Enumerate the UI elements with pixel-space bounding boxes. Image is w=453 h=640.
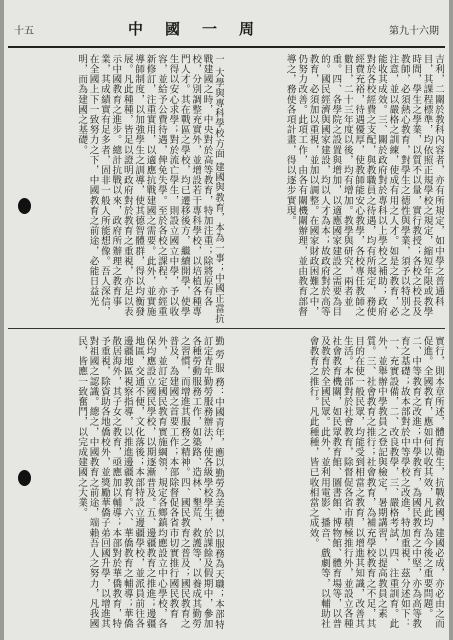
- binding-hole-top: [18, 198, 31, 214]
- text-block-top-right: 吉利，二關於教科內容者，亦有所規定，如中學之普通科目，其課程標準，均依照正規學校之規定，縮短年限或教學時間，學生之學業，以質不以量，實行教授；各校之校長及教師，必須熱心教育，對學生之德性與學業，須予以特別之注意，並以嚴格之訓練，使成有用之人才。如是之教育，必能收其成效。三、關於政府對於專科以上學校之補助；政府對於各校經費之支配，與教職員之待遇，均有所規定，務使經費充裕，待遇優厚，使教師能安心教學，各校專任教師之數目，二十三年度以後，均有增加。教學與研究，兩者並重。四、各學院之設置與增加，以適應國家建設之需要為目的。國民經濟與國家建設，均以人才為本；故政府對於高等教育，必須加以重視，並加以調整。在國家財政困難之中，仍努力改善。此項工作，由各有關機關辦理，並由教育部督導之，務使各項計畫，得以逐步實現。: [284, 54, 444, 317]
- right-edge-shadow: [449, 0, 453, 640]
- page-number: 十五: [14, 26, 34, 37]
- text-block-bottom-right: 實行，則本章所述，體育衛生，抗戰救國，建國必成，亦必由之而促進。全國教育，應如何以收其效，凡此均為今後之重要問題。二、中等教育之改進；中學教育，為國民教育之中堅，亦為高等教育之基礎；故本部對於中等學校之改進，特加重視，茲分述如下：一、充實設備，二、改良教學，三、嚴格考試，四、注重訓育。此外，並舉辦中學教員之登記與檢定，暑期講習，以提高教員之素質。三、社會教育之推行；社會教育，為補充學校教育之不足，其目的在使一般民眾，均能受到相當之教育，以增進其知識，改善其生活。本部對於社會教育，除督促各省市積極推行外，並設立各種社會教育機關，如民眾教育館、圖書館、博物館、體育場等，以普及教育於全國民眾。此外，並利用電影、播音、戲劇等，以輔助社會教育之推行。凡此種種，皆已收相當之成效。: [307, 336, 444, 629]
- publication-title: 中國一周: [128, 20, 277, 38]
- text-block-bottom-left: 勤 勞 服 務：中國青年，應以勤勞為美德，以服務為天職；本部特訂定青年勤勞服務辦法，使各級學校學生，於課餘及假期中，參加各種勞動服務工作，如築路、造林、墾荒、救護等，以養成其勤勞之習慣，而增進其服務之精神。四、國民教育之普及；國民教育之普及，為建國之首要工作；本部除督促各省市切實推行國民教育外，並訂定國民教育實施綱領，規定各鄉鎮均應設立中心學校，各保均應設立國民學校，以期逐漸普及。五、邊疆教育之推進；邊疆地區，交通不便，文化落後；本部特設立邊疆學校，並派員前往各邊疆地區視察指導，以推進邊疆教育。六、華僑教育之輔導；華僑散居海外，其子女之教育，亟應加以輔導；本部對於華僑教育，特予重視，除資助各地僑校外，並獎勵華僑子弟回國升學，以增進其對祖國之認識。總之，中國教育之前途，端賴吾人之努力，凡我國民，皆應一致奮鬥，以完成建國之大業。: [76, 336, 224, 630]
- horizontal-divider: [8, 328, 445, 329]
- page-header: [8, 14, 445, 48]
- binding-hole-bottom: [18, 470, 31, 486]
- text-block-top-left: 一 大學與專科學校方面 建國與教育，本為一事；中國正當抗戰建國之時，中央對於高等教育，特加注重；除將原有各校，分別調整充實外，並增設若干專科學校，以培植各種專門人才。其在戰區之學校，均已遷移後方，繼續開學，使學生得以安心求學；對於流亡學生，則設立國立中學，予以收容，並給予公費待遇，俾免失學。至於各校之課程，亦經重新修訂，注重實用，以適應抗戰建國之需要。此外，並實施導師制度，以加強學生之訓導，使其德智體群，得以均衡發展。凡此種種，皆足以證明政府對於教育之重視，亦足以表示中國教育之進步。總計抗戰以來，政府所辦理之教育事業，其成績實有足多者，固非一般人所能想像。吾人深信，在全國上下一致努力之下，中國教育之前途，必能日益光明，而為建國之基礎。: [76, 54, 224, 324]
- left-edge-shadow: [0, 0, 4, 640]
- issue-number: 第九十六期: [389, 26, 439, 37]
